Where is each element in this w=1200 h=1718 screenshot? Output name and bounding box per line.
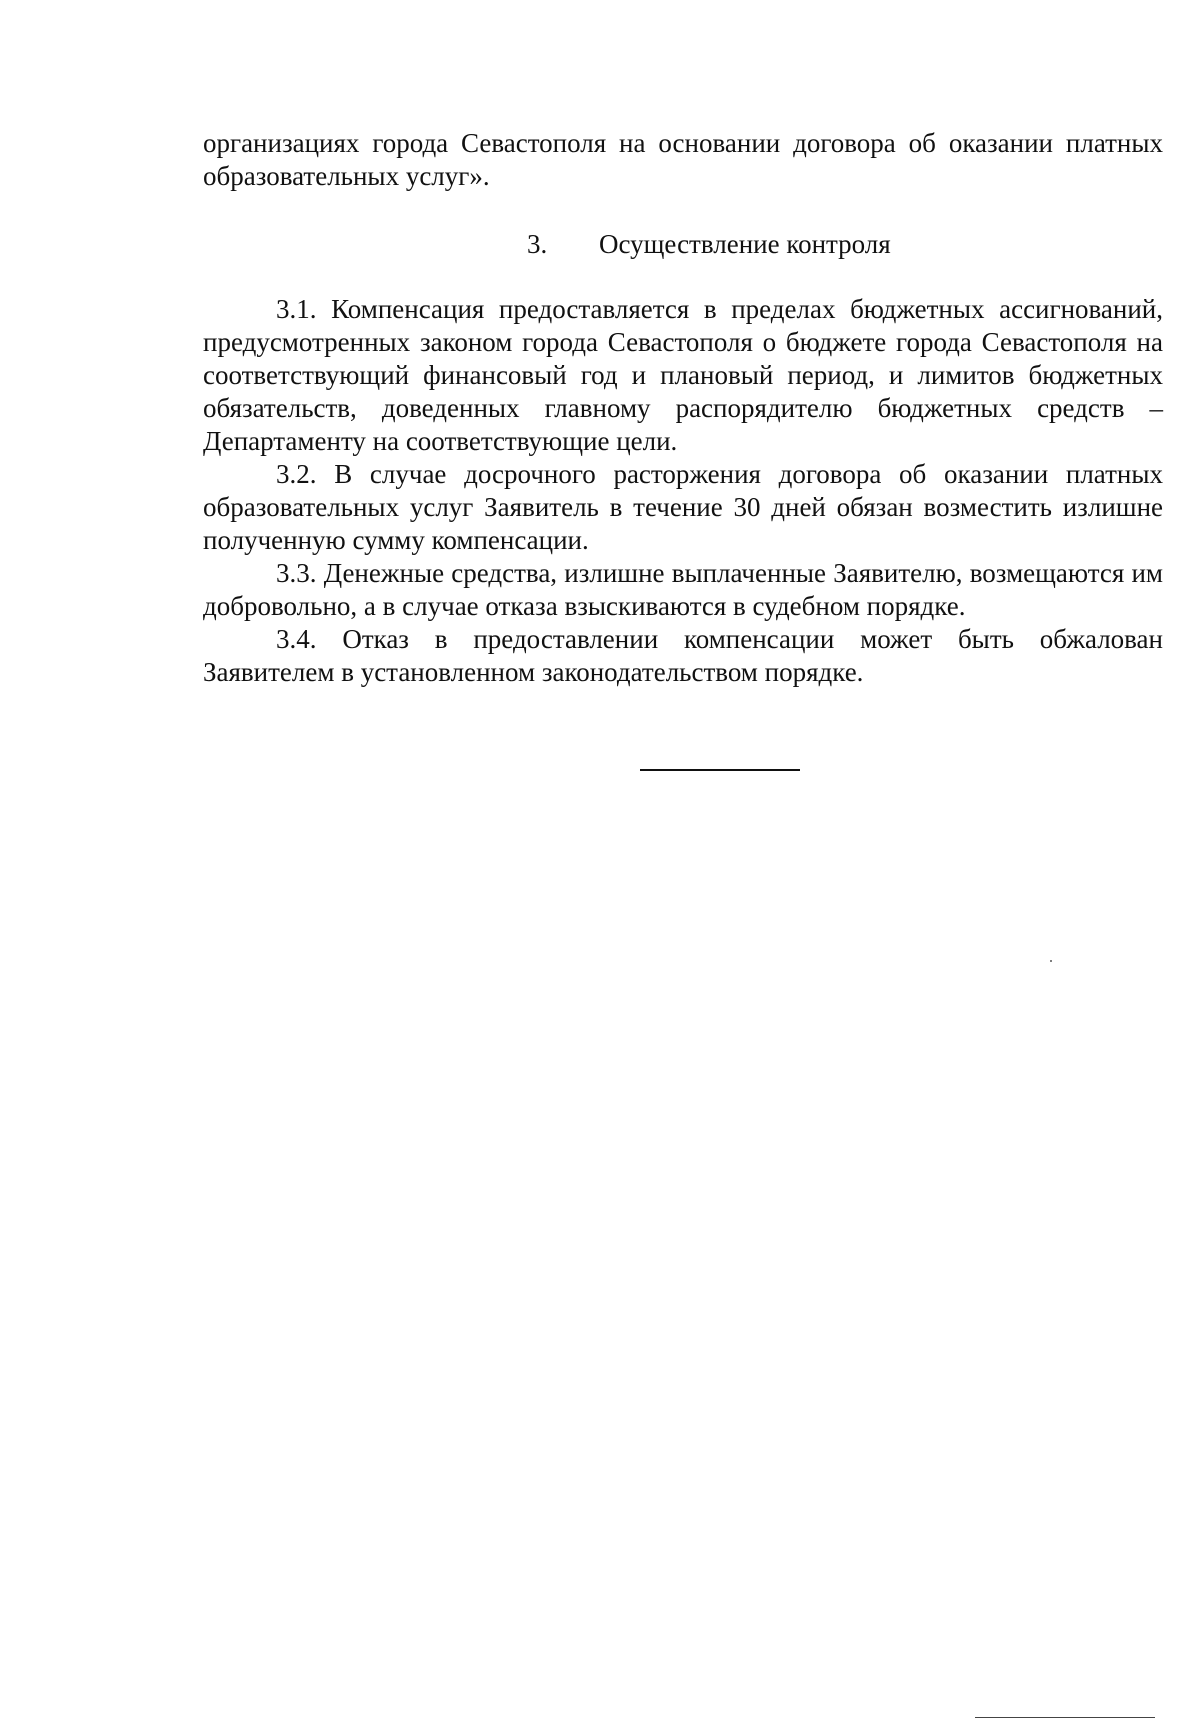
- section-number: 3.: [527, 229, 548, 259]
- section-title: Осуществление контроля: [599, 229, 891, 259]
- intro-paragraph: организациях города Севастополя на основании договора об оказании платных образовательных услуг».: [203, 128, 1163, 191]
- end-divider-line: [640, 769, 800, 771]
- section-heading: [527, 228, 891, 261]
- scan-speck: [1050, 960, 1052, 962]
- section-body: [203, 293, 1163, 689]
- paragraph-3-3: 3.3. Денежные средства, излишне выплаченные Заявителю, возмещаются им добровольно, а в случае отказа взыскиваются в судебном порядке.: [203, 558, 1163, 621]
- paragraph-3-2: 3.2. В случае досрочного расторжения договора об оказании платных образовательных услуг Заявитель в течение 30 дней обязан возместить излишне полученную сумму компенсации.: [203, 459, 1163, 555]
- paragraph-3-1: 3.1. Компенсация предоставляется в пределах бюджетных ассигнований, предусмотренных законом города Севастополя о бюджете города Севастополя на соответствующий финансовый год и плановый период, и лимитов бюджетных обязательств, доведенных главному распорядителю бюджетных средств – Департаменту на соответствующие цели.: [203, 294, 1163, 456]
- paragraph-3-4: 3.4. Отказ в предоставлении компенсации может быть обжалован Заявителем в установленном законодательством порядке.: [203, 624, 1163, 687]
